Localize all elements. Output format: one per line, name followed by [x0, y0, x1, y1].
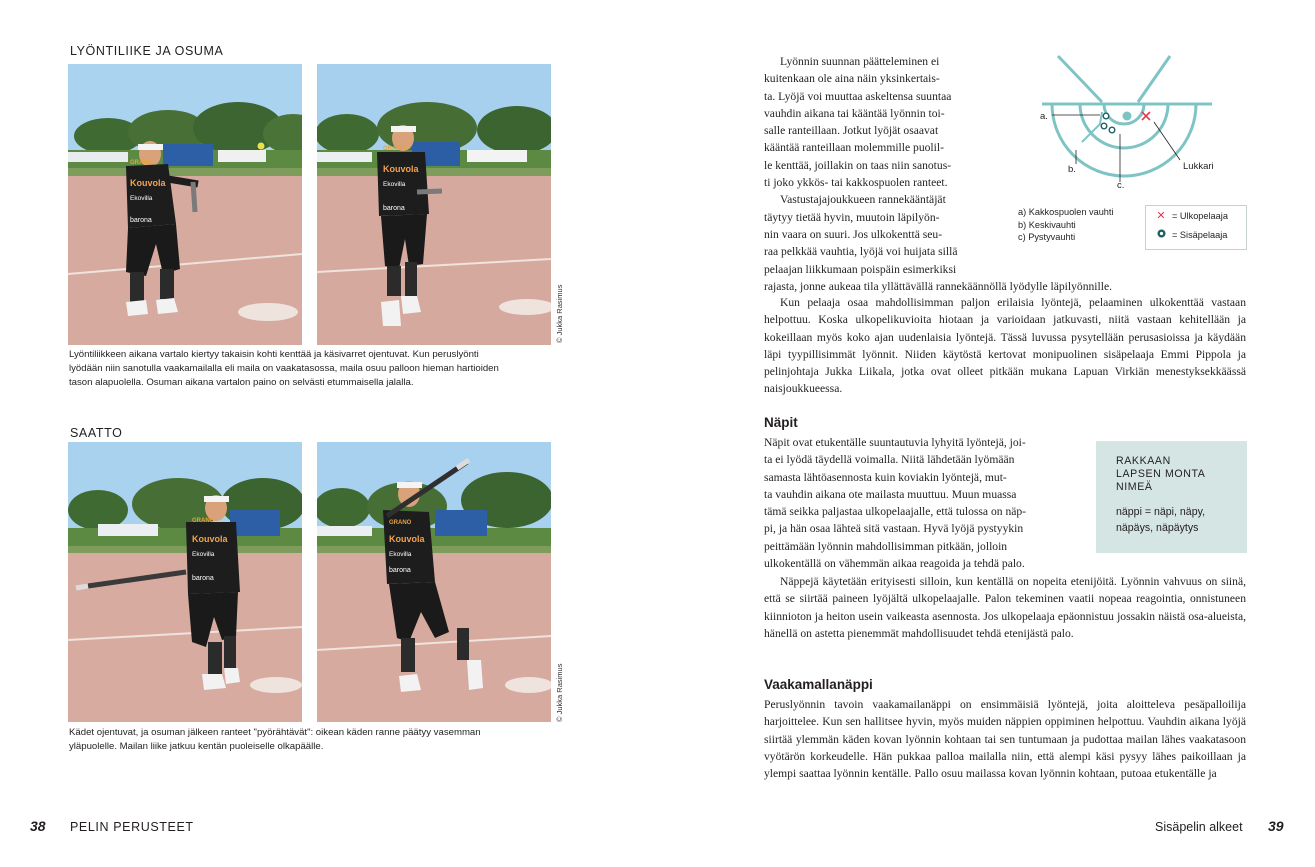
photo-follow-through-2	[317, 442, 551, 722]
caption-line: Kädet ojentuvat, ja osuman jälkeen ranteet "pyörähtävät": oikean käden ranne päätyy vasemman	[69, 727, 481, 738]
outfielder-marker	[1142, 112, 1150, 120]
legend-row-outfielder	[1146, 206, 1246, 225]
heading-vaakamallanappi: Vaakamallanäppi	[764, 677, 873, 692]
legend-row-infielder	[1146, 225, 1246, 244]
paragraph-text: Peruslyönnin tavoin vaakamailanäppi on ensimmäisiä lyöntejä, joita aloitteleva pesäpalloilija harjoittelee. Kun sen hallitsee hyvin, myös muiden näppien oppiminen helpottuu. Vauhdin aikana lyöjä siirtää ylemmän käden kovan lyönnin kohtaan tai sen tuntumaan ja pudottaa mailan lähes vaakatasoon vyötärön korkeudelle. Hän pukkaa palloa mailalla niin, että alempi käsi pysyy lähes paikoillaan ja ylempi saattaa lyönnin kentälle. Pallo osuu mailassa kovan lyönnin kohtaan, putoaa etukentälle ja	[764, 698, 1246, 781]
caption-swing	[69, 348, 554, 390]
jersey-text-barona: barona	[389, 567, 411, 574]
jersey-text-grano: GRANO	[383, 146, 406, 152]
sidebar-text	[1116, 504, 1237, 536]
paragraph-text: Kun pelaaja osaa mahdollisimman paljon erilaisia lyöntejä, pelaaminen ulkokenttää vastaan helpottuu. Koska ulkopelikuvioita hiotaan ja varioidaan jatkuvasti, niitä vastaan kehitellään ja kokeillaan myös koko ajan uudenlaisia lyöntejä. Tässä luvussa pysytellään perusasioissa ja käydään läpi tyypillisimmät lyönnit. Niiden käytöstä kertovat monipuolinen sisäpelaaja Emmi Pippola ja pelinjohtaja Jukka Liikala, jotka ovat olleet pitkään mukana Lapuan Virkiän menestyksekkäässä naisjoukkueessa.	[764, 296, 1246, 396]
jersey-text-barona: barona	[383, 205, 405, 212]
legend-list-item: c) Pystyvauhti	[1018, 232, 1076, 242]
diagram-label-c: c.	[1117, 180, 1125, 191]
page-number-left: 38	[30, 818, 46, 834]
jersey-text-ekovilla: Ekovilla	[192, 551, 215, 558]
jersey-text-kouvola: Kouvola	[192, 534, 228, 544]
infielder-marker	[1103, 113, 1109, 119]
photo-swing-1	[68, 64, 302, 345]
text-line: täytyy tietää hyvin, muutoin läpilyön-	[764, 210, 940, 224]
jersey-text-kouvola: Kouvola	[130, 178, 166, 188]
photo-credit: © Jukka Rasimus	[555, 663, 564, 722]
napit-paragraph-2	[764, 573, 1246, 642]
sidebar-title-line: RAKKAAN	[1116, 455, 1171, 467]
text-line: peittämään lyönnin mahdollisimman pitkään, jolloin	[764, 539, 1008, 553]
pitcher-marker	[1123, 112, 1132, 121]
section-heading-saatto: SAATTO	[70, 426, 123, 440]
sidebar-title-line: NIMEÄ	[1116, 481, 1153, 493]
sidebar-text-line: näpäys, näpäytys	[1116, 522, 1199, 534]
text-line: raa pelkkää vauhtia, lyöjä voi huijata sillä	[764, 245, 958, 259]
jersey-text-grano: GRANO	[192, 518, 215, 524]
cross-icon: ✕	[1156, 210, 1166, 222]
sidebar-title-line: LAPSEN MONTA	[1116, 468, 1206, 480]
text-line: kääntää ranteillaan molemmille puolil-	[764, 141, 944, 155]
text-line: Lyönnin suunnan päätteleminen ei	[780, 55, 940, 68]
jersey-text-kouvola: Kouvola	[383, 164, 419, 174]
paragraph-3	[764, 294, 1246, 398]
text-line: ta. Lyöjä voi muuttaa askeltensa suuntaa	[764, 89, 952, 103]
caption-line: yläpuolelle. Mailan liike jatkuu kentän puoleiselle olkapäälle.	[69, 741, 324, 752]
napit-paragraph-1	[764, 434, 1080, 572]
paragraph-text: Näppejä käytetään erityisesti silloin, kun kentällä on nopeita etenijöitä. Lyönnin vahvuus on siinä, että se siirtää paineen lyöjältä ulkopelaajalle. Palon tekeminen vaatii nopeaa reagointia, onnistuneen kiinnioton ja heiton usein vaikeasta asennosta. Jos ulkopelaaja epäonnistuu jossakin näistä osa-alueista, hänellä on astetta pienemmät mahdollisuudet tehdä etenijästä palo.	[764, 575, 1246, 640]
diagram-label-b: b.	[1068, 164, 1076, 175]
text-line: Vastustajajoukkueen rannekääntäjät	[780, 193, 946, 207]
jersey-text-grano: GRANO	[130, 160, 153, 166]
infielder-marker	[1109, 127, 1115, 133]
photo-credit: © Jukka Rasimus	[555, 284, 564, 343]
caption-line: Lyöntiliikkeen aikana vartalo kiertyy takaisin kohti kenttää ja käsivarret ojentuvat. Kun peruslyönti	[69, 349, 479, 360]
sidebar-text-line: näppi = näpi, näpy,	[1116, 506, 1206, 518]
text-line: ta vauhdin aikana ote mailasta muuttuu. Muun muassa	[764, 487, 1017, 501]
sidebar-box	[1096, 441, 1247, 553]
sidebar-title	[1116, 455, 1237, 494]
diagram-label-lukkari: Lukkari	[1183, 161, 1214, 172]
running-title-left: PELIN PERUSTEET	[70, 820, 194, 834]
legend-list-item: a) Kakkospuolen vauhti	[1018, 207, 1114, 217]
circle-icon	[1154, 228, 1168, 241]
caption-line: tason alapuolella. Osuman aikana vartalon paino on selvästi etummaisella jalalla.	[69, 377, 414, 388]
jersey-text-kouvola: Kouvola	[389, 534, 425, 544]
text-line: rajasta, jonne aukeaa tila yllättävällä rannekäännöllä lyödylle läpilyönnille.	[764, 279, 1112, 293]
text-line: kuitenkaan ole aina näin yksinkertais-	[764, 72, 940, 86]
text-line: ta ei lyödä täydellä voimalla. Niitä lähdetään lyömään	[764, 453, 1015, 467]
diagram-legend-box	[1145, 205, 1247, 250]
text-line: pelaajan liikkumaan poispäin esimerkiksi	[764, 262, 957, 276]
jersey-text-barona: barona	[130, 217, 152, 224]
section-heading-lyontiliike: LYÖNTILIIKE JA OSUMA	[70, 44, 224, 58]
photo-swing-2	[317, 64, 551, 345]
text-line: le kenttää, joillakin on taas niin sanotus-	[764, 158, 952, 172]
text-line: nin vaara on suuri. Jos ulkokenttä seu-	[764, 227, 943, 241]
page-number-right: 39	[1268, 818, 1284, 834]
text-line: ulkokentällä on vähemmän aikaa reagoida ja tehdä palo.	[764, 557, 1025, 571]
jersey-text-grano: GRANO	[389, 520, 412, 526]
diagram-label-a: a.	[1040, 111, 1048, 122]
photo-follow-through-1	[68, 442, 302, 722]
legend-outfielder-label: = Ulkopelaaja	[1172, 210, 1228, 221]
heading-napit: Näpit	[764, 415, 798, 430]
caption-line: lyödään niin sanotulla vaakamailalla eli maila on vaakatasossa, maila osuu palloon hieman hartioiden	[69, 363, 499, 374]
text-line: vauhdin aikana tai kääntää lyönnin toi-	[764, 106, 945, 120]
text-line: samasta lähtöasennosta kuin koviakin lyöntejä, mut-	[764, 470, 1007, 484]
vaakamallanappi-paragraph	[764, 696, 1246, 782]
jersey-text-ekovilla: Ekovilla	[383, 181, 406, 188]
diagram-legend-list	[1018, 206, 1114, 244]
jersey-text-ekovilla: Ekovilla	[130, 195, 153, 202]
caption-follow-through	[69, 726, 554, 754]
text-line: Näpit ovat etukentälle suuntautuvia lyhyitä lyöntejä, joi-	[764, 436, 1026, 449]
infielder-marker	[1101, 123, 1107, 129]
jersey-text-barona: barona	[192, 575, 214, 582]
text-line: salle ranteillaan. Jotkut lyöjät osaavat	[764, 124, 939, 138]
legend-list-item: b) Keskivauhti	[1018, 219, 1076, 230]
text-line: ti joko ykkös- tai kakkospuolen ranteet.	[764, 176, 948, 190]
jersey-text-ekovilla: Ekovilla	[389, 551, 412, 558]
text-line: tämä seikka paljastaa ulkopelaajalle, että tulossa on näp-	[764, 505, 1027, 519]
text-line: pi, ja hän osaa lähteä sitä vastaan. Hyvä lyöjä pystyykin	[764, 522, 1024, 536]
legend-infielder-label: = Sisäpelaaja	[1172, 229, 1228, 240]
running-title-right: Sisäpelin alkeet	[1155, 820, 1243, 834]
